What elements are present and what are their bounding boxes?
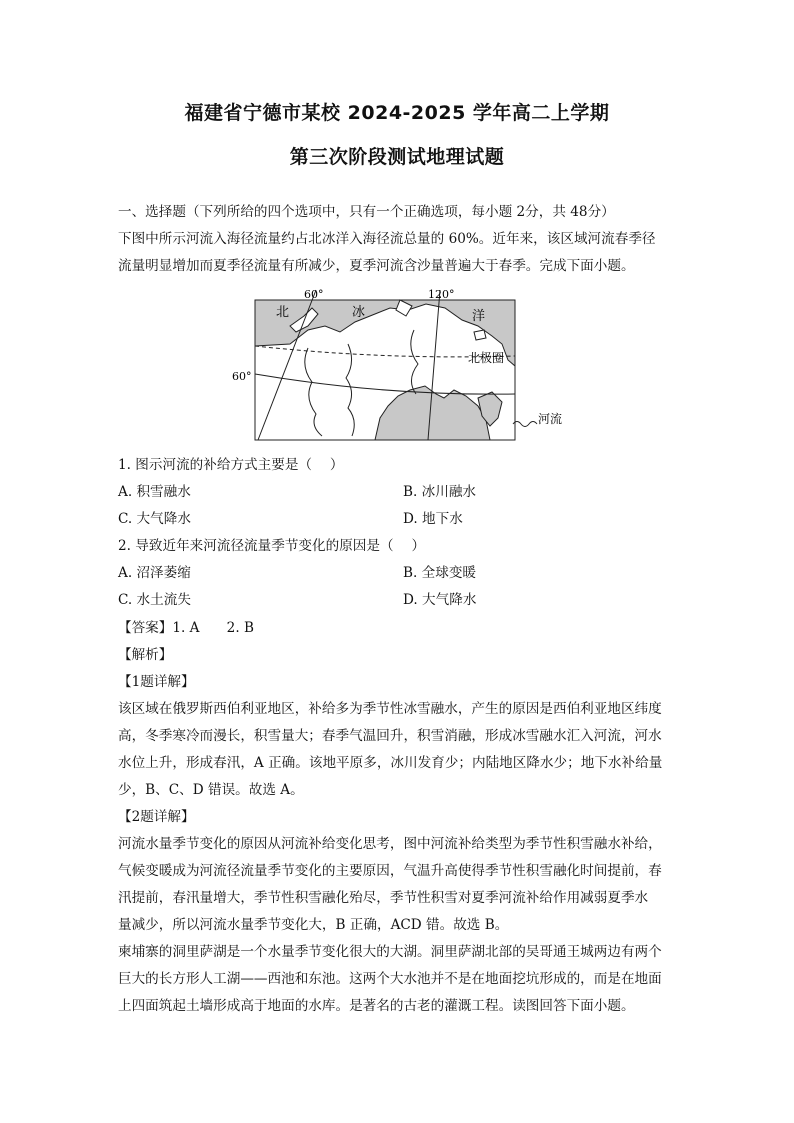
- q1-stem: 1. 图示河流的补给方式主要是（ ）: [118, 457, 344, 473]
- intro-line-2: 流量明显增加而夏季径流量有所减少，夏季河流含沙量普遍大于春季。完成下面小题。: [118, 258, 635, 274]
- lon-120-label: 120°: [428, 288, 455, 301]
- detail-1-heading: 【1题详解】: [118, 674, 195, 690]
- q2-option-b: B. 全球变暖: [403, 565, 477, 581]
- detail-1-line-3: 水位上升，形成春汛，A 正确。该地平原多，冰川发育少；内陆地区降水少；地下水补给量: [118, 755, 663, 771]
- detail-1-line-4: 少，B、C、D 错误。故选 A。: [118, 782, 304, 798]
- next-passage-line-2: 巨大的长方形人工湖——西池和东池。这两个大水池并不是在地面挖坑形成的，而是在地面: [118, 971, 662, 987]
- detail-2-line-3: 汛提前，春汛量增大，季节性积雪融化殆尽，季节性积雪对夏季河流补给作用减弱夏季水: [118, 890, 649, 906]
- ocean-label-bei: 北: [276, 305, 290, 320]
- ocean-label-yang: 洋: [472, 309, 486, 324]
- answer-line: 【答案】1. A 2. B: [118, 620, 254, 636]
- siberia-river-map: [230, 286, 570, 450]
- detail-1-line-2: 高，冬季寒冷而漫长，积雪量大；春季气温回升，积雪消融，形成冰雪融水汇入河流，河水: [118, 728, 662, 744]
- lon-60-label: 60°: [304, 288, 324, 301]
- q1-option-c: C. 大气降水: [118, 511, 191, 527]
- q2-option-c: C. 水土流失: [118, 592, 191, 608]
- q2-stem: 2. 导致近年来河流径流量季节变化的原因是（ ）: [118, 538, 426, 554]
- lat-60-label: 60°: [232, 370, 252, 383]
- analysis-heading: 【解析】: [118, 647, 173, 663]
- next-passage-line-3: 上四面筑起土墙形成高于地面的水库。是著名的古老的灌溉工程。读图回答下面小题。: [118, 998, 635, 1014]
- detail-2-line-2: 气候变暖成为河流径流量季节变化的主要原因，气温升高使得季节性积雪融化时间提前，春: [118, 863, 662, 879]
- arctic-circle-label: 北极圈: [468, 351, 505, 365]
- new-siberian-island: [474, 330, 486, 340]
- detail-2-line-1: 河流水量季节变化的原因从河流补给变化思考，图中河流补给类型为季节性积雪融水补给，: [118, 836, 662, 852]
- title-line-2: 第三次阶段测试地理试题: [289, 146, 505, 168]
- title-line-1: 福建省宁德市某校 2024-2025 学年高二上学期: [184, 102, 610, 124]
- detail-2-line-4: 量减少，所以河流水量季节变化大，B 正确，ACD 错。故选 B。: [118, 917, 509, 933]
- q1-option-a: A. 积雪融水: [118, 484, 191, 500]
- intro-line-1: 下图中所示河流入海径流量约占北冰洋入海径流总量的 60%。近年来，该区域河流春季径: [118, 231, 656, 247]
- legend-river-label: 河流: [538, 412, 563, 426]
- legend-river-icon: [513, 422, 537, 427]
- q1-option-d: D. 地下水: [403, 511, 463, 527]
- q1-option-b: B. 冰川融水: [403, 484, 477, 500]
- q2-option-d: D. 大气降水: [403, 592, 477, 608]
- q2-option-a: A. 沼泽萎缩: [118, 565, 191, 581]
- ocean-label-bing: 冰: [352, 305, 366, 320]
- section-header: 一、选择题（下列所给的四个选项中，只有一个正确选项，每小题 2分，共 48分）: [118, 204, 615, 220]
- detail-2-heading: 【2题详解】: [118, 809, 195, 825]
- detail-1-line-1: 该区域在俄罗斯西伯利亚地区，补给多为季节性冰雪融水，产生的原因是西伯利亚地区纬度: [118, 701, 662, 717]
- next-passage-line-1: 柬埔寨的洞里萨湖是一个水量季节变化很大的大湖。洞里萨湖北部的吴哥通王城两边有两个: [118, 944, 662, 960]
